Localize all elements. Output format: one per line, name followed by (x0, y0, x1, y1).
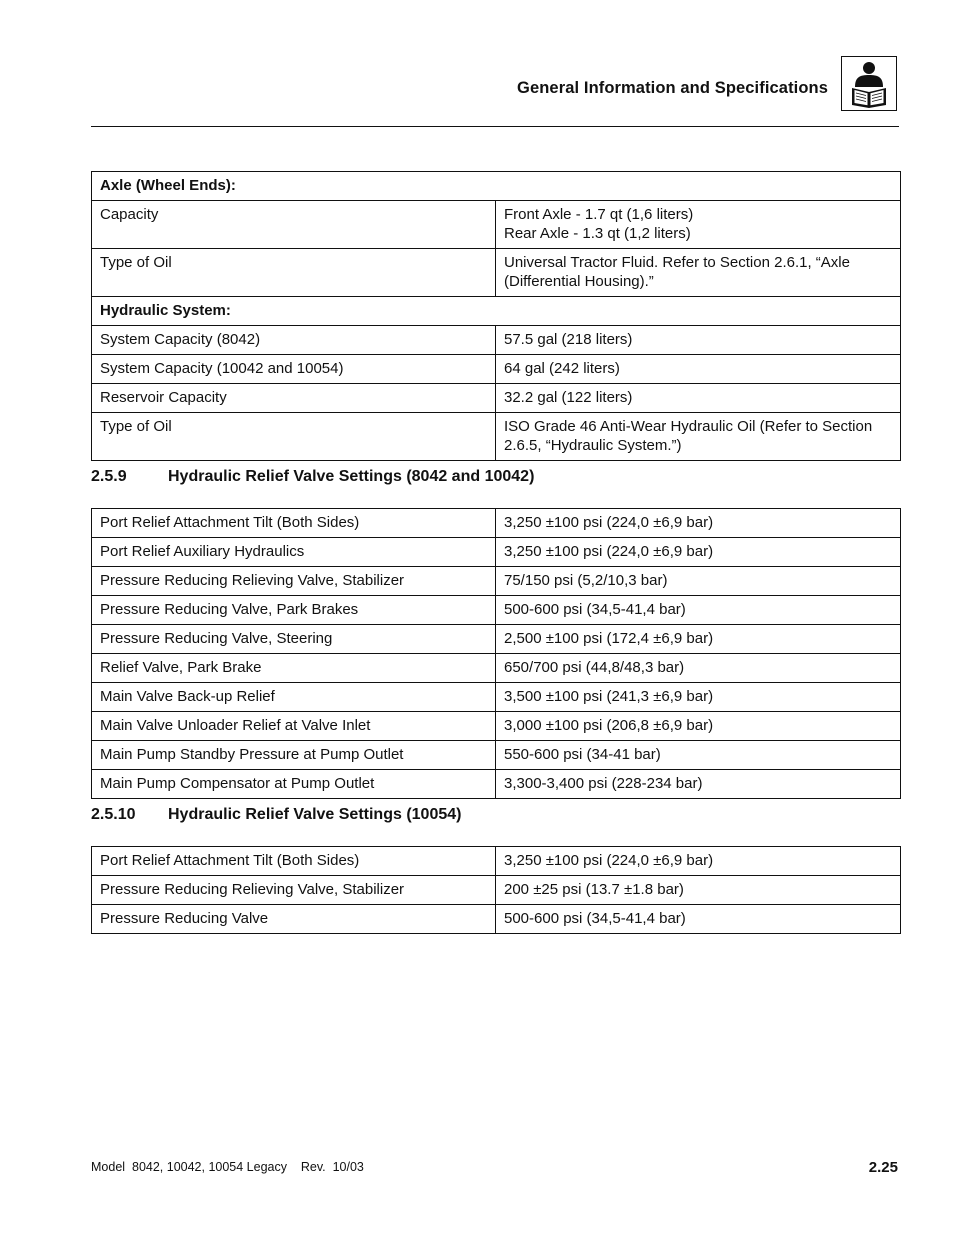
table-row (92, 712, 901, 741)
relief-valve-table-body (92, 509, 901, 799)
table-section-row (92, 297, 901, 326)
spec-label-cell: Capacity (92, 201, 496, 249)
relief-valve-table-8042-10042 (91, 508, 901, 799)
spec-label-cell: Main Valve Unloader Relief at Valve Inlet (92, 712, 496, 741)
spec-value-cell: 3,250 ±100 psi (224,0 ±6,9 bar) (496, 509, 901, 538)
spec-label-cell: System Capacity (10042 and 10054) (92, 355, 496, 384)
spec-value-cell: 3,500 ±100 psi (241,3 ±6,9 bar) (496, 683, 901, 712)
table-row (92, 355, 901, 384)
spec-value-cell: 3,300-3,400 psi (228-234 bar) (496, 770, 901, 799)
spec-label-cell: System Capacity (8042) (92, 326, 496, 355)
spec-value-cell: 650/700 psi (44,8/48,3 bar) (496, 654, 901, 683)
table-row (92, 509, 901, 538)
spec-value-cell: 64 gal (242 liters) (496, 355, 901, 384)
table-row (92, 905, 901, 934)
table-row (92, 326, 901, 355)
spec-label-cell: Reservoir Capacity (92, 384, 496, 413)
spec-value-cell: 75/150 psi (5,2/10,3 bar) (496, 567, 901, 596)
table-row (92, 741, 901, 770)
section-title: Hydraulic Relief Valve Settings (8042 and 10042) (168, 468, 535, 485)
spec-label-cell: Relief Valve, Park Brake (92, 654, 496, 683)
section-heading-2-5-10 (91, 806, 461, 824)
section-label-cell: Axle (Wheel Ends): (92, 172, 901, 201)
spec-label-cell: Port Relief Attachment Tilt (Both Sides) (92, 509, 496, 538)
spec-value-cell: 200 ±25 psi (13.7 ±1.8 bar) (496, 876, 901, 905)
spec-value-cell: 500-600 psi (34,5-41,4 bar) (496, 905, 901, 934)
page-header-title: General Information and Specifications (517, 79, 828, 97)
spec-label-cell: Pressure Reducing Valve (92, 905, 496, 934)
section-heading-2-5-9 (91, 468, 534, 486)
spec-value-cell: 32.2 gal (122 liters) (496, 384, 901, 413)
table-row (92, 596, 901, 625)
spec-label-cell: Pressure Reducing Valve, Park Brakes (92, 596, 496, 625)
spec-label-cell: Main Pump Compensator at Pump Outlet (92, 770, 496, 799)
spec-value-cell: 3,000 ±100 psi (206,8 ±6,9 bar) (496, 712, 901, 741)
spec-value-cell: 57.5 gal (218 liters) (496, 326, 901, 355)
table-section-row (92, 172, 901, 201)
table-row (92, 847, 901, 876)
table-row (92, 384, 901, 413)
table-row (92, 770, 901, 799)
table-row (92, 567, 901, 596)
section-label-cell: Hydraulic System: (92, 297, 901, 326)
spec-label-cell: Main Pump Standby Pressure at Pump Outlet (92, 741, 496, 770)
spec-value-cell: 500-600 psi (34,5-41,4 bar) (496, 596, 901, 625)
spec-label-cell: Pressure Reducing Relieving Valve, Stabilizer (92, 876, 496, 905)
spec-label-cell: Type of Oil (92, 413, 496, 461)
spec-value-cell: 2,500 ±100 psi (172,4 ±6,9 bar) (496, 625, 901, 654)
manual-reader-icon (841, 56, 897, 111)
table-row (92, 249, 901, 297)
spec-label-cell: Pressure Reducing Valve, Steering (92, 625, 496, 654)
spec-value-cell: Front Axle - 1.7 qt (1,6 liters) Rear Axle - 1.3 qt (1,2 liters) (496, 201, 901, 249)
spec-value-cell: Universal Tractor Fluid. Refer to Section 2.6.1, “Axle (Differential Housing).” (496, 249, 901, 297)
capacity-spec-table (91, 171, 901, 461)
page-number: 2.25 (868, 1159, 898, 1176)
spec-value-cell: 3,250 ±100 psi (224,0 ±6,9 bar) (496, 538, 901, 567)
spec-value-cell: 3,250 ±100 psi (224,0 ±6,9 bar) (496, 847, 901, 876)
table-row (92, 201, 901, 249)
section-number: 2.5.9 (91, 468, 127, 485)
spec-value-cell: 550-600 psi (34-41 bar) (496, 741, 901, 770)
spec-label-cell: Type of Oil (92, 249, 496, 297)
table-row (92, 683, 901, 712)
spec-value-cell: ISO Grade 46 Anti-Wear Hydraulic Oil (Refer to Section 2.6.5, “Hydraulic System.”) (496, 413, 901, 461)
relief-valve-table-body (92, 847, 901, 934)
spec-label-cell: Port Relief Auxiliary Hydraulics (92, 538, 496, 567)
footer-model-revision: Model 8042, 10042, 10054 Legacy Rev. 10/03 (91, 1160, 364, 1174)
spec-label-cell: Port Relief Attachment Tilt (Both Sides) (92, 847, 496, 876)
section-title: Hydraulic Relief Valve Settings (10054) (168, 806, 462, 823)
table-row (92, 413, 901, 461)
section-number: 2.5.10 (91, 806, 136, 823)
table-row (92, 538, 901, 567)
relief-valve-table-10054 (91, 846, 901, 934)
header-divider (91, 126, 899, 127)
spec-label-cell: Pressure Reducing Relieving Valve, Stabilizer (92, 567, 496, 596)
capacity-spec-table-body (92, 172, 901, 461)
table-row (92, 625, 901, 654)
spec-label-cell: Main Valve Back-up Relief (92, 683, 496, 712)
table-row (92, 654, 901, 683)
table-row (92, 876, 901, 905)
